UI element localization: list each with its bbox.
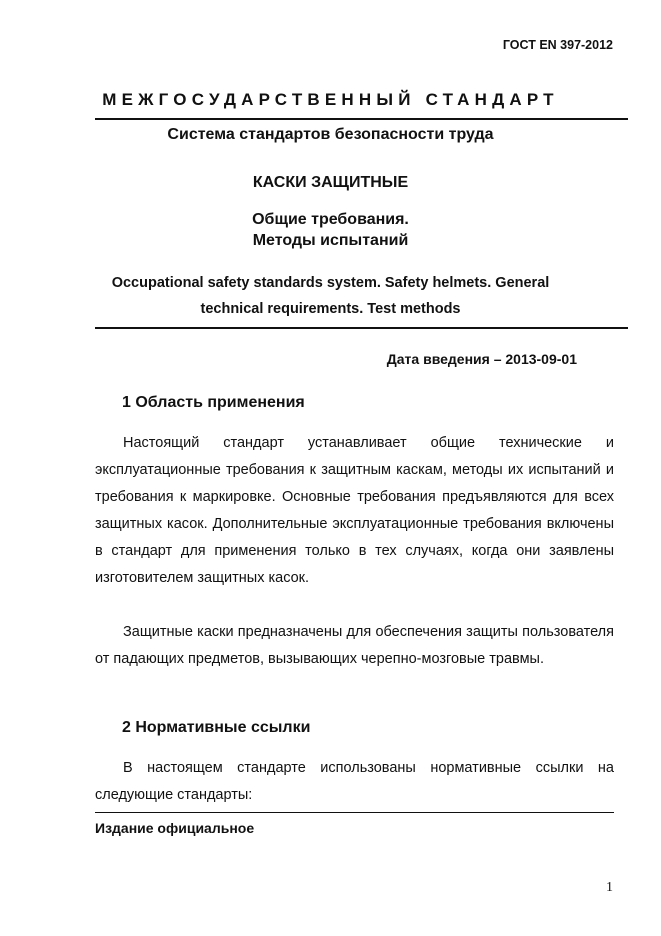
- scope-paragraph-1: Настоящий стандарт устанавливает общие технические и эксплуатационные требования к защитным каскам, методы их испытаний и требования к маркировке. Основные требования предъявляются для всех защитных касок. Дополнительные эксплуатационные требования включены в стандарт для применения только в тех случаях, когда они заявлены изготовителем защитных касок.: [95, 435, 614, 586]
- page-number: 1: [606, 880, 613, 895]
- standard-type-title: МЕЖГОСУДАРСТВЕННЫЙ СТАНДАРТ: [102, 90, 559, 109]
- subtitle-line-1: Общие требования.: [252, 211, 409, 228]
- footer-divider: [95, 812, 614, 813]
- section-heading-scope: 1 Область применения: [122, 394, 305, 411]
- document-code: ГОСТ EN 397-2012: [502, 38, 613, 52]
- normative-references-paragraph: В настоящем стандарте использованы нормативные ссылки на следующие стандарты:: [95, 760, 614, 803]
- english-title-line-1: Occupational safety standards system. Safety helmets. General: [111, 275, 550, 291]
- document-name: КАСКИ ЗАЩИТНЫЕ: [252, 174, 409, 191]
- introduction-date: Дата введения – 2013-09-01: [386, 351, 577, 367]
- english-title-line-2: technical requirements. Test methods: [200, 301, 461, 317]
- official-edition-label: Издание официальное: [95, 820, 255, 836]
- section-heading-normative-references: 2 Нормативные ссылки: [122, 719, 311, 736]
- top-divider: [95, 118, 628, 120]
- scope-paragraph-2: Защитные каски предназначены для обеспечения защиты пользователя от падающих предметов, вызывающих черепно-мозговые травмы.: [95, 624, 614, 667]
- subtitle-line-2: Методы испытаний: [252, 232, 409, 249]
- system-title: Система стандартов безопасности труда: [167, 126, 494, 143]
- title-divider: [95, 327, 628, 329]
